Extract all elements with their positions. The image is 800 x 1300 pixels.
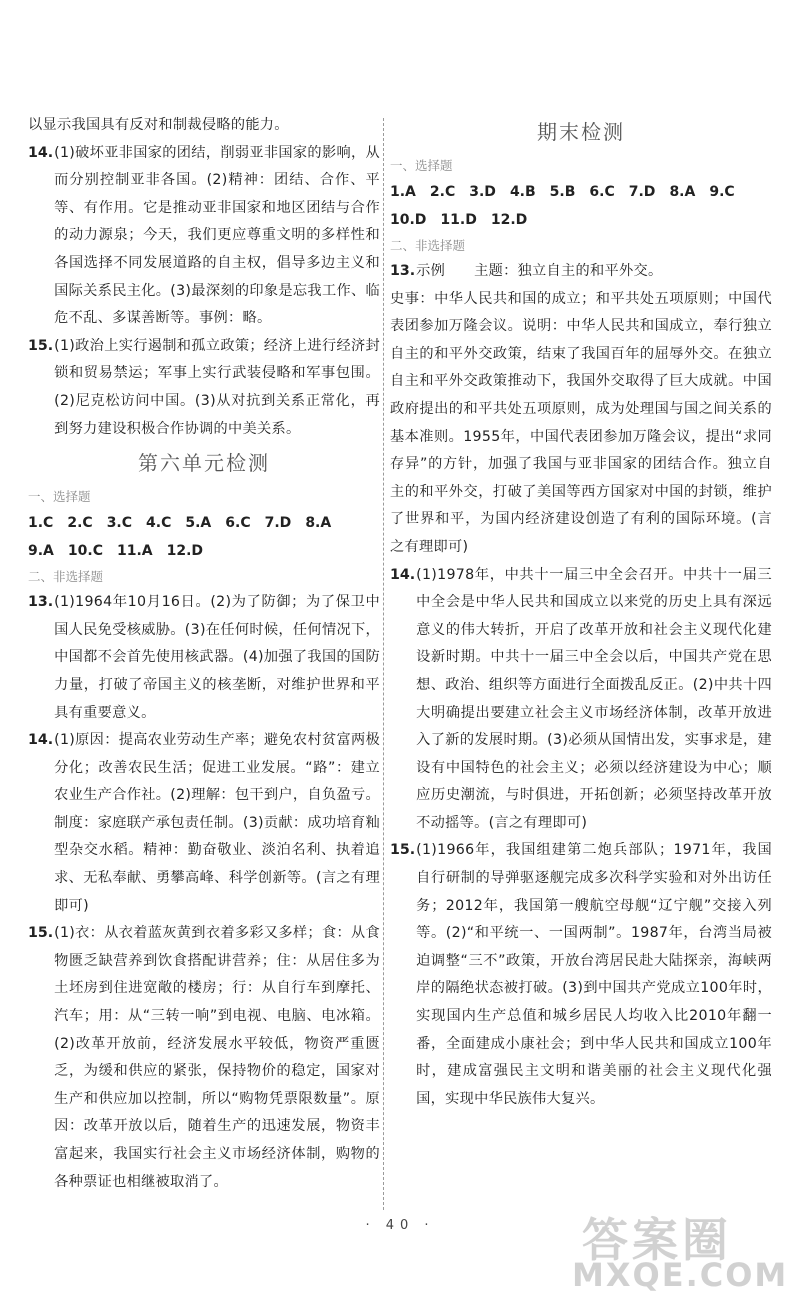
item-number: 15.: [390, 842, 416, 859]
unit6-title: 第六单元检测: [138, 451, 270, 476]
left-column: [28, 112, 380, 1196]
paragraph-continuation: 以显示我国具有反对和制裁侵略的能力。: [28, 117, 289, 133]
choice-answer: 9.A: [28, 543, 54, 560]
item-number: 15.: [28, 337, 54, 354]
choice-answer: 8.A: [305, 515, 332, 532]
choice-answer: 7.D: [628, 184, 656, 200]
page-number: · 40 ·: [365, 1218, 435, 1233]
watermark-logo: [542, 1204, 792, 1296]
choice-answer: 5.A: [185, 515, 212, 532]
item-number: 15.: [28, 925, 54, 942]
final-nonchoice-label: 二、非选择题: [390, 238, 466, 253]
unit6-choice-row-2: [28, 537, 380, 565]
choice-answer: 3.D: [469, 184, 496, 200]
item-text: (1)原因：提高农业劳动生产率；避免农村贫富两极分化；改善农民生活；促进工业发展。“路”：建立农业生产合作社。(2)理解：包干到户，自负盈亏。制度：家庭联产承包责任制。(3)贡献：成功培育籼型杂交水稻。精神：勤奋敬业、淡泊名利、执着追求、无私奉献、勇攀高峰、科学创新等。(言之有理即可): [54, 732, 380, 914]
unit6-answer-item-15: [28, 920, 380, 1196]
item-text: (1)政治上实行遏制和孤立政策；经济上进行经济封锁和贸易禁运；军事上实行武装侵略和军事包围。(2)尼克松访问中国。(3)从对抗到关系正常化，再到努力建设积极合作协调的中美关系。: [54, 337, 380, 437]
item-number: 13.: [390, 263, 416, 279]
item-number: 14.: [28, 144, 54, 161]
choice-answer: 4.B: [509, 184, 536, 200]
answer-item-14: [28, 140, 380, 333]
choice-answer: 11.D: [440, 212, 477, 228]
item-number: 14.: [390, 566, 416, 583]
choice-answer: 7.D: [264, 515, 292, 532]
choice-answer: 12.D: [490, 212, 528, 228]
choice-answer: 8.A: [669, 184, 696, 200]
item-text: (1)衣：从衣着蓝灰黄到衣着多彩又多样；食：从食物匮乏缺营养到饮食搭配讲营养；住：从居住多为土坯房到住进宽敞的楼房；行：从自行车到摩托、汽车；用：从“三转一响”到电视、电脑、电冰箱。(2)改革开放前，经济发展水平较低，物资严重匮乏，为缓和供应的紧张，保持物价的稳定，国家对生产和供应加以控制，所以“购物凭票限数量”。原因：改革开放以后，随着生产的迅速发展，物资丰富起来，我国实行社会主义市场经济体制，购物的各种票证也相继被取消了。: [54, 925, 380, 1190]
choice-answer: 9.C: [709, 184, 735, 200]
unit6-choice-row-1: [28, 509, 380, 537]
choice-answer: 11.A: [116, 543, 153, 560]
answer-item-15: [28, 333, 380, 443]
item-number: 14.: [28, 732, 54, 749]
item-heading: 示例 主题：独立自主的和平外交。: [416, 263, 663, 279]
unit6-answer-item-13: [28, 589, 380, 727]
choice-answer: 4.C: [146, 515, 172, 532]
watermark-url: MXQE.COM: [572, 1256, 789, 1294]
choice-answer: 2.C: [67, 515, 93, 532]
right-column: [390, 112, 772, 1113]
choice-answer: 1.C: [28, 515, 54, 532]
item-text: (1)1978年，中共十一届三中全会召开。中共十一届三中全会是中华人民共和国成立以来党的历史上具有深远意义的伟大转折，开启了改革开放和社会主义现代化建设新时期。中共十一届三中全会以后，中国共产党在思想、政治、组织等方面进行全面拨乱反正。(2)中共十四大明确提出要建立社会主义市场经济体制，改革开放进入了新的发展时期。(3)必须从国情出发，实事求是，建设有中国特色的社会主义；必须以经济建设为中心；顺应历史潮流，与时俱进，开拓创新；必须坚持改革开放不动摇等。(言之有理即可): [416, 566, 772, 831]
choice-answer: 3.C: [106, 515, 133, 532]
final-answer-item-13: [390, 258, 772, 286]
item-number: 13.: [28, 594, 54, 611]
item-text: (1)破坏亚非国家的团结，削弱亚非国家的影响，从而分别控制亚非各国。(2)精神：团结、合作、平等、有作用。它是推动亚非国家和地区团结与合作的动力源泉；今天，我们更应尊重文明的多样性和各国选择不同发展道路的自主权，倡导多边主义和国际关系民主化。(3)最深刻的印象是忘我工作、临危不乱、多谋善断等。事例：略。: [54, 144, 380, 327]
final-answer-item-15: [390, 837, 772, 1113]
final-answer-item-14: [390, 562, 772, 838]
final-choice-row-2: [390, 206, 772, 234]
column-divider: [383, 118, 384, 1210]
final-choice-label: 一、选择题: [390, 158, 453, 173]
item-text: (1)1964年10月16日。(2)为了防御；为了保卫中国人民免受核威胁。(3)在任何时候，任何情况下，中国都不会首先使用核武器。(4)加强了我国的国防力量，打破了帝国主义的核垄断，对维护世界和平具有重要意义。: [54, 594, 380, 721]
item-text: 史事：中华人民共和国的成立；和平共处五项原则；中国代表团参加万隆会议。说明：中华人民共和国成立，奉行独立自主的和平外交政策，结束了我国百年的屈辱外交。在独立自主和平外交政策推动下，我国外交取得了巨大成就。中国政府提出的和平共处五项原则，成为处理国与国之间关系的基本准则。1955年，中国代表团参加万隆会议，提出“求同存异”的方针，加强了我国与亚非国家的团结合作。独立自主的和平外交，打破了美国等西方国家对中国的封锁，维护了世界和平，为国内经济建设创造了有利的国际环境。(言之有理即可): [390, 290, 772, 555]
choice-answer: 10.C: [67, 543, 103, 560]
item-text: (1)1966年，我国组建第二炮兵部队；1971年，我国自行研制的导弹驱逐舰完成多次科学实验和对外出访任务；2012年，我国第一艘航空母舰“辽宁舰”交接入列等。(2)“和平统一、一国两制”。1987年，台湾当局被迫调整“三不”政策，开放台湾居民赴大陆探亲，海峡两岸的隔绝状态被打破。(3)到中国共产党成立100年时，实现国内生产总值和城乡居民人均收入比2010年翻一番，全面建成小康社会；到中华人民共和国成立100年时，建成富强民主文明和谐美丽的社会主义现代化强国，实现中华民族伟大复兴。: [416, 842, 772, 1107]
choice-answer: 1.A: [390, 184, 416, 200]
choice-answer: 12.D: [166, 543, 204, 560]
unit6-choice-label: 一、选择题: [28, 489, 91, 505]
unit6-nonchoice-label: 二、非选择题: [28, 569, 104, 585]
unit6-answer-item-14: [28, 727, 380, 920]
choice-answer: 10.D: [390, 212, 427, 228]
choice-answer: 6.C: [225, 515, 251, 532]
choice-answer: 6.C: [589, 184, 615, 200]
choice-answer: 2.C: [429, 184, 456, 200]
final-choice-row-1: [390, 178, 772, 206]
watermark-text: 答案圈: [582, 1213, 732, 1267]
choice-answer: 5.B: [549, 184, 576, 200]
final-exam-title: 期末检测: [537, 120, 625, 144]
